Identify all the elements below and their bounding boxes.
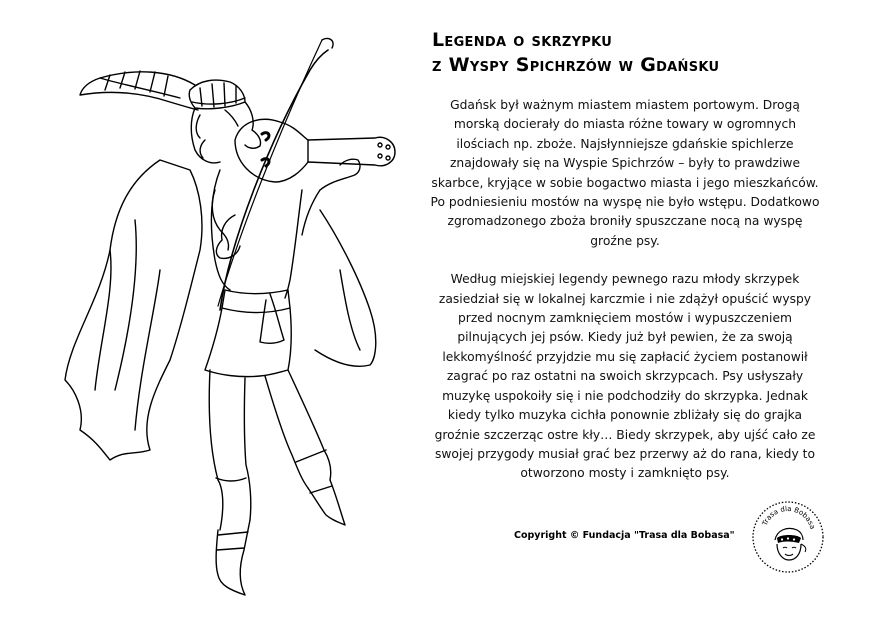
legend-text [428, 96, 822, 484]
fiddler-illustration [40, 10, 420, 610]
title-line-1: Legenda o skrzypku [432, 29, 613, 51]
trasa-dla-bobasa-logo [751, 500, 825, 574]
title-line-2: z Wyspy Spichrzów w Gdańsku [432, 54, 720, 76]
paragraph-2: Według miejskiej legendy pewnego razu młody skrzypek zasiedział się w lokalnej karczmie i nie zdążył opuścić wyspy przed nocnym zamknięciem mostów i wypuszczeniem pilnujących jej psów. Kiedy już był pewien, że za swoją lekkomyślność przyjdzie mu się zapłacić życiem postanowił zagrać po raz ostatni na swoich skrzypcach. Psy usłyszały muzykę uspokoiły się i nie podchodziły do skrzypka. Jednak kiedy tylko muzyka cichła ponownie zbliżały się do grajka groźnie szczerząc ostre kły… Biedy skrzypek, aby ujść cało ze swojej przygody musiał grać bez przerwy aż do rana, kiedy to otworzono mosty i zamknięto psy. [434, 272, 816, 481]
svg-text:Trasa dla Bobasa: Trasa dla Bobasa [760, 504, 817, 531]
copyright-notice: Copyright © Fundacja "Trasa dla Bobasa" [514, 530, 735, 541]
document-title [432, 28, 852, 78]
paragraph-1: Gdańsk był ważnym miastem miastem portowym. Drogą morską docierały do miasta różne towary w ogromnych ilościach np. zboże. Najsłynniejsze gdańskie spichlerze znajdowały się na Wyspie Spichrzów – były to prawdziwe skarbce, kryjące w sobie bogactwo miasta i jego mieszkańców. Po podniesieniu mostów na wyspę nie było wstępu. Dodatkowo zgromadzonego zboża broniły spuszczane nocą na wyspę groźne psy. [430, 98, 820, 248]
